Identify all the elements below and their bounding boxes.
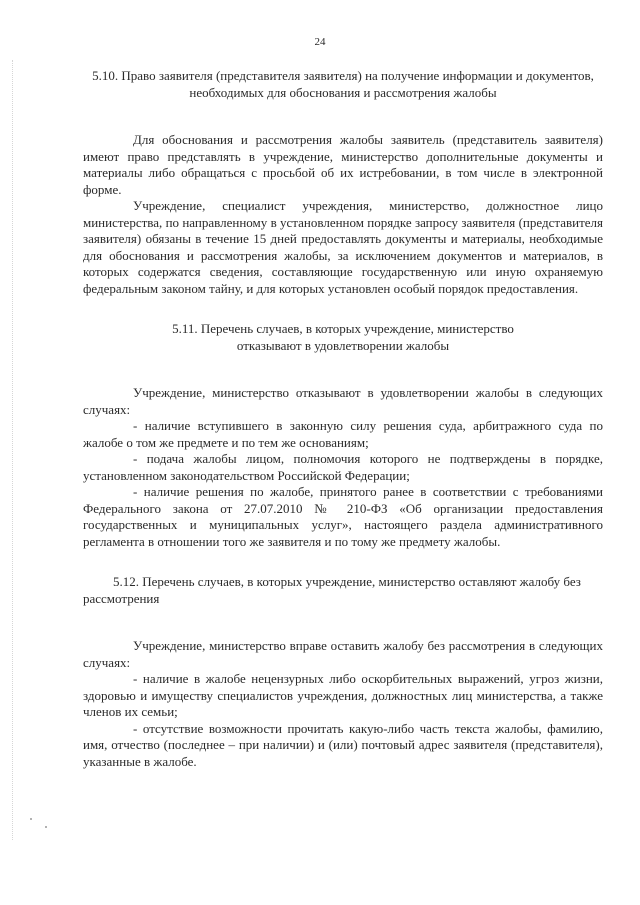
- section-5-10-paragraph: Для обоснования и рассмотрения жалобы заявитель (представитель заявителя) имеют право представлять в учреждение, министерство дополнительные документы и материалы либо обращаться с просьбой об их истребовании, в том числе в электронной форме.: [83, 132, 603, 197]
- section-5-12-list-item: - отсутствие возможности прочитать какую-либо часть текста жалобы, фамилию, имя, отчество (последнее – при наличии) и (или) почтовый адрес заявителя (представителя), указанные в жалобе.: [83, 720, 603, 769]
- scan-margin-marks: [12, 60, 15, 840]
- section-5-11-list-item: - подача жалобы лицом, полномочия которого не подтверждены в порядке, установленном законодательством Российской Федерации;: [83, 451, 603, 483]
- section-5-11-heading: 5.11. Перечень случаев, в которых учреждение, министерство отказывают в удовлетворении жалобы: [172, 321, 514, 353]
- scan-speck: [45, 826, 47, 828]
- section-5-10-paragraph: Учреждение, специалист учреждения, министерство, должностное лицо министерства, по направленному в установленном порядке запросу заявителя (представителя заявителя) обязаны в течение 15 дней предоставлять документы и материалы, необходимые для обоснования и рассмотрения жалобы, за исключением документов и материалов, в которых содержатся сведения, составляющие государственную или иную охраняемую федеральным законом тайну, и для которых установлен особый порядок предоставления.: [83, 198, 603, 296]
- scan-speck: [30, 818, 32, 820]
- section-5-11-intro: Учреждение, министерство отказывают в удовлетворении жалобы в следующих случаях:: [83, 385, 603, 417]
- section-5-12-list-item: - наличие в жалобе нецензурных либо оскорбительных выражений, угроз жизни, здоровью и имуществу специалистов учреждения, должностных лиц министерства, а также членов их семьи;: [83, 671, 603, 719]
- section-5-11-list-item: - наличие решения по жалобе, принятого ранее в соответствии с требованиями Федерального закона от 27.07.2010 № 210-ФЗ «Об организации предоставления государственных и муниципальных услуг», настоящего раздела административного регламента в отношении того же заявителя и по тому же предмету жалобы.: [83, 484, 603, 549]
- section-5-12-intro: Учреждение, министерство вправе оставить жалобу без рассмотрения в следующих случаях:: [83, 638, 603, 670]
- section-5-12-heading: 5.12. Перечень случаев, в которых учреждение, министерство оставляют жалобу без рассмотрения: [83, 574, 581, 606]
- section-5-11-list-item: - наличие вступившего в законную силу решения суда, арбитражного суда по жалобе о том же предмете и по тем же основаниям;: [83, 418, 603, 450]
- page-number: 24: [314, 36, 326, 48]
- document-body: [83, 68, 603, 770]
- section-5-10-heading: 5.10. Право заявителя (представителя заявителя) на получение информации и документов, необходимых для обоснования и рассмотрения жалобы: [92, 68, 594, 100]
